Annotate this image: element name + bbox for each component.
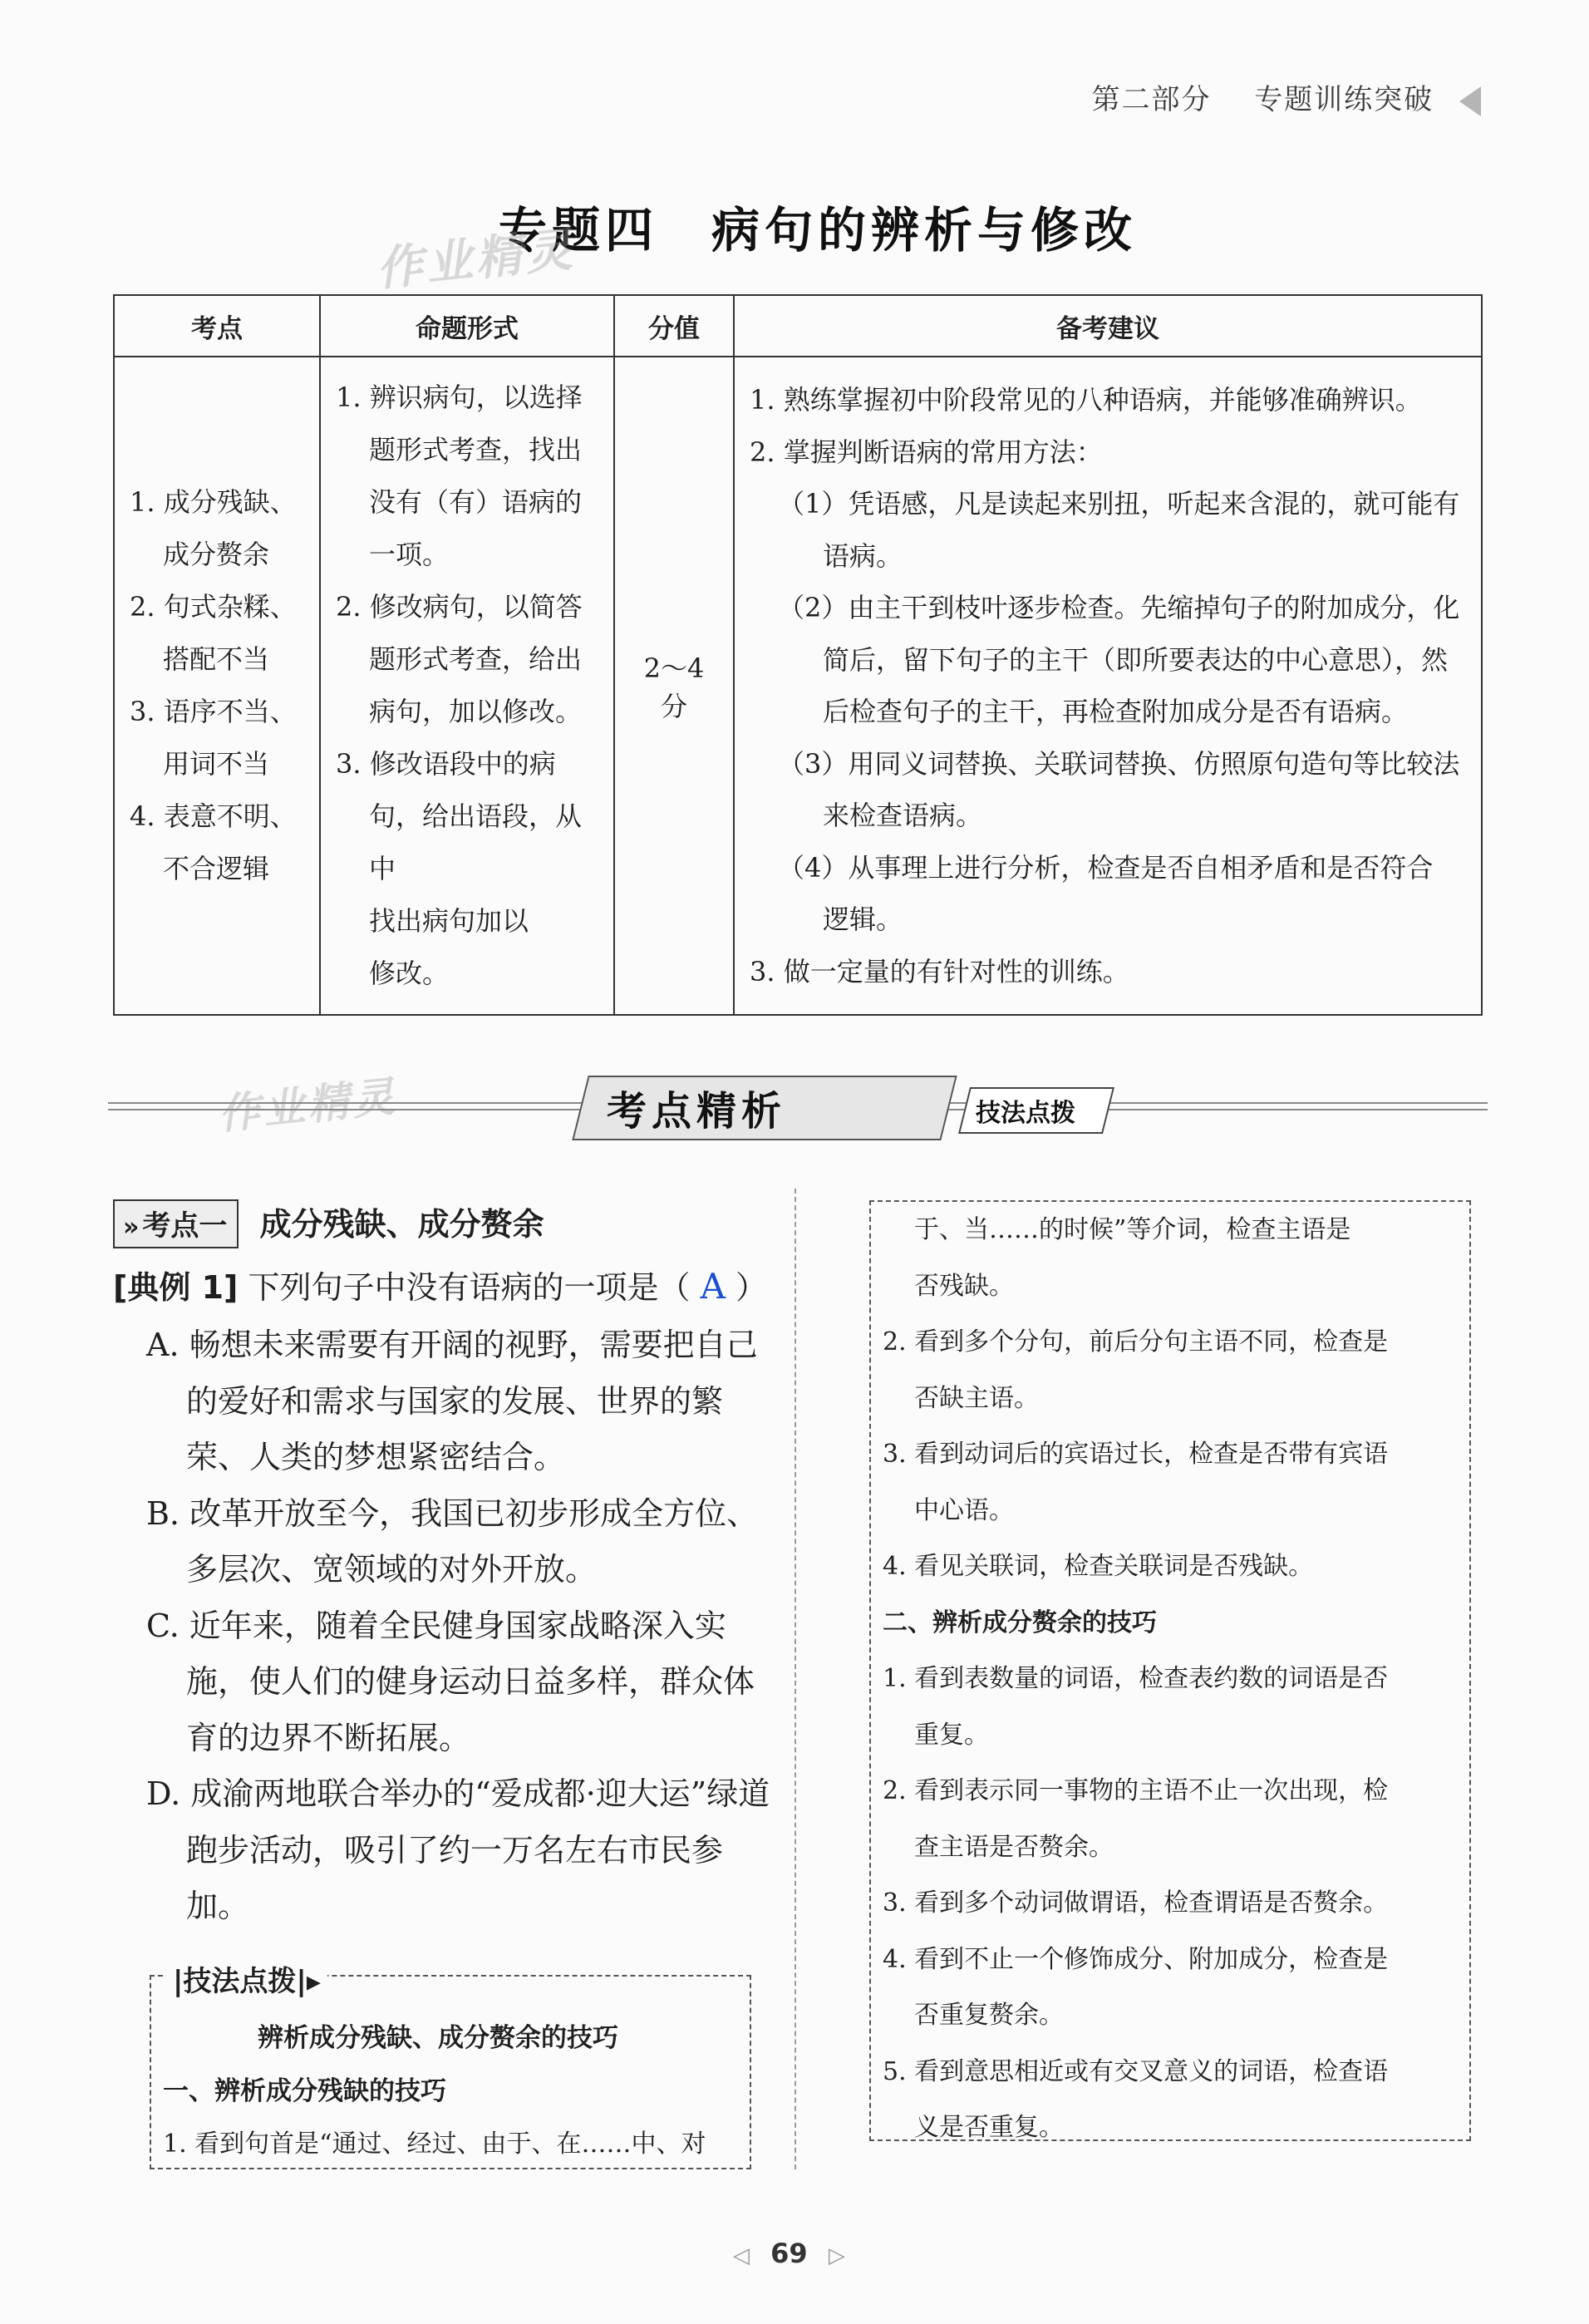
tips-continued-text bbox=[883, 1202, 1464, 2156]
kaodian-cell bbox=[114, 357, 320, 1015]
list-item: 查主语是否赘余。 bbox=[914, 1832, 1114, 1862]
table-header-cell: 分值 bbox=[614, 295, 734, 357]
list-item: 找出病句加以 bbox=[369, 905, 529, 937]
example-stem: 下列句子中没有语病的一项是（ bbox=[248, 1269, 691, 1306]
next-page-icon: ▷ bbox=[828, 2243, 845, 2268]
prev-page-icon: ◁ bbox=[733, 2243, 750, 2268]
list-item: 否重复赘余。 bbox=[914, 2001, 1064, 2030]
option-c: C. 近年来，随着全民健身国家战略深入实施，使人们的健身运动日益多样，群众体育的边界不断拓展。 bbox=[146, 1607, 755, 1756]
list-item: 3. 语序不当、 bbox=[130, 696, 297, 727]
option-a: A. 畅想未来需要有开阔的视野，需要把自己的爱好和需求与国家的发展、世界的繁荣、人类的梦想紧密结合。 bbox=[146, 1327, 758, 1475]
table-header-cell: 考点 bbox=[114, 295, 320, 357]
header-section: 第二部分 bbox=[1091, 83, 1212, 116]
list-item: 2. 掌握判断语病的常用方法： bbox=[750, 436, 1103, 468]
list-item: 简后，留下句子的主干（即所要表达的中心意思），然 bbox=[823, 643, 1449, 676]
list-item: 2. 看到多个分句，前后分句主语不同，检查是 bbox=[883, 1327, 1389, 1356]
option-d: D. 成渝两地联合举办的“爱成都·迎大运”绿道跑步活动，吸引了约一万名左右市民参加。 bbox=[146, 1775, 770, 1924]
list-item: 4. 看到不止一个修饰成分、附加成分，检查是 bbox=[883, 1944, 1389, 1974]
header-triangle-icon bbox=[1459, 86, 1481, 116]
list-item: 3. 看到动词后的宾语过长，检查是否带有宾语 bbox=[883, 1440, 1389, 1469]
list-item: 1. 辨识病句，以选择 bbox=[336, 382, 583, 413]
table-row bbox=[114, 357, 1482, 1015]
table-header-cell: 备考建议 bbox=[734, 295, 1482, 357]
list-item: 3. 看到多个动词做谓语，检查谓语是否赘余。 bbox=[883, 1888, 1389, 1918]
header-topic: 专题训练突破 bbox=[1254, 83, 1434, 116]
watermark: 作业精灵 bbox=[215, 1071, 400, 1140]
list-item: （2）由主干到枝叶逐步检查。先缩掉句子的附加成分，化 bbox=[778, 592, 1460, 623]
list-item: 3. 修改语段中的病 bbox=[336, 748, 556, 780]
example-tag: [典例 1] bbox=[113, 1269, 239, 1306]
page-number: 69 bbox=[770, 2238, 808, 2269]
exam-plan-table bbox=[113, 294, 1483, 1016]
kaodian-heading bbox=[113, 1199, 544, 1248]
list-item: 5. 看到意思相近或有交叉意义的词语，检查语 bbox=[883, 2056, 1389, 2086]
list-item: 于、当……的时候”等介词，检查主语是 bbox=[914, 1215, 1351, 1244]
banner-main-label: 考点精析 bbox=[607, 1088, 787, 1135]
list-item: 1. 熟练掌握初中阶段常见的八种语病，并能够准确辨识。 bbox=[750, 384, 1422, 416]
list-item: 4. 看见关联词，检查关联词是否残缺。 bbox=[883, 1552, 1314, 1581]
example-options bbox=[146, 1317, 778, 1935]
list-item: 语病。 bbox=[823, 539, 903, 572]
list-item: 搭配不当 bbox=[163, 643, 270, 675]
list-item: 没有（有）语病的 bbox=[369, 486, 583, 518]
list-item: 后检查句子的主干，再检查附加成分是否有语病。 bbox=[823, 696, 1409, 727]
column-divider bbox=[794, 1189, 796, 2169]
running-header bbox=[1092, 76, 1481, 117]
list-item: 修改。 bbox=[369, 958, 450, 989]
page-title: 专题四 病句的辨析与修改 bbox=[499, 202, 1138, 258]
table-header-row bbox=[114, 295, 1482, 357]
list-item: 1. 看到表数量的词语，检查表约数的词语是否 bbox=[883, 1664, 1389, 1693]
list-item: 3. 做一定量的有针对性的训练。 bbox=[750, 955, 1129, 987]
list-item: 2. 看到表示同一事物的主语不止一次出现，检 bbox=[883, 1776, 1389, 1805]
list-item: 重复。 bbox=[914, 1720, 989, 1750]
list-item: 4. 表意不明、 bbox=[130, 800, 297, 832]
banner-sub-label: 技法点拨 bbox=[976, 1099, 1075, 1128]
tips-label: |技法点拨|▸ bbox=[166, 1958, 327, 1999]
list-item: 不合逻辑 bbox=[163, 853, 270, 884]
list-item: 逻辑。 bbox=[823, 904, 903, 935]
list-item: 义是否重复。 bbox=[914, 2113, 1064, 2142]
list-item: （3）用同义词替换、关联词替换、仿照原句造句等比较法 bbox=[778, 747, 1460, 780]
list-item: 来检查语病。 bbox=[823, 800, 983, 831]
list-item: 中心语。 bbox=[914, 1495, 1014, 1525]
option-b: B. 改革开放至今，我国已初步形成全方位、多层次、宽领域的对外开放。 bbox=[146, 1494, 759, 1588]
list-item: 病句，加以修改。 bbox=[369, 696, 583, 727]
watermark: 作业精灵 bbox=[373, 222, 578, 298]
advice-cell bbox=[734, 357, 1482, 1015]
score-cell: 2～4 分 bbox=[614, 357, 734, 1015]
list-item: 成分赘余 bbox=[163, 539, 270, 570]
list-item: 否残缺。 bbox=[914, 1271, 1014, 1301]
kaodian-tag: » 考点一 bbox=[113, 1199, 239, 1248]
list-item: 一项。 bbox=[369, 539, 450, 570]
list-item: 1. 成分残缺、 bbox=[130, 486, 297, 518]
kaodian-title: 成分残缺、成分赘余 bbox=[259, 1206, 544, 1243]
double-chevron-icon: » bbox=[123, 1213, 140, 1242]
page-number-area bbox=[721, 2238, 857, 2269]
table-header-cell: 命题形式 bbox=[320, 295, 614, 357]
section-banner bbox=[108, 1081, 1488, 1135]
list-item: 题形式考查，找出 bbox=[369, 434, 583, 465]
tips-item: 1. 看到句首是“通过、经过、由于、在……中、对 bbox=[163, 2130, 706, 2159]
list-item: 句，给出语段，从中 bbox=[369, 800, 583, 884]
list-heading: 二、辨析成分赘余的技巧 bbox=[883, 1608, 1157, 1637]
list-item: 题形式考查，给出 bbox=[369, 643, 583, 675]
tips-title: 辨析成分残缺、成分赘余的技巧 bbox=[258, 2023, 618, 2053]
tips-subheading: 一、辨析成分残缺的技巧 bbox=[163, 2076, 446, 2106]
example-answer: A bbox=[700, 1266, 726, 1307]
list-item: （1）凭语感，凡是读起来别扭，听起来含混的，就可能有 bbox=[778, 488, 1460, 519]
example-close: ） bbox=[735, 1269, 768, 1306]
example-question bbox=[113, 1262, 767, 1307]
form-cell bbox=[320, 357, 614, 1015]
play-icon: ▸ bbox=[306, 1965, 321, 1998]
list-item: （4）从事理上进行分析，检查是否自相矛盾和是否符合 bbox=[778, 851, 1434, 884]
list-item: 2. 修改病句，以简答 bbox=[336, 591, 583, 623]
list-item: 用词不当 bbox=[163, 748, 270, 780]
list-item: 否缺主语。 bbox=[914, 1383, 1039, 1413]
list-item: 2. 句式杂糅、 bbox=[130, 591, 297, 623]
